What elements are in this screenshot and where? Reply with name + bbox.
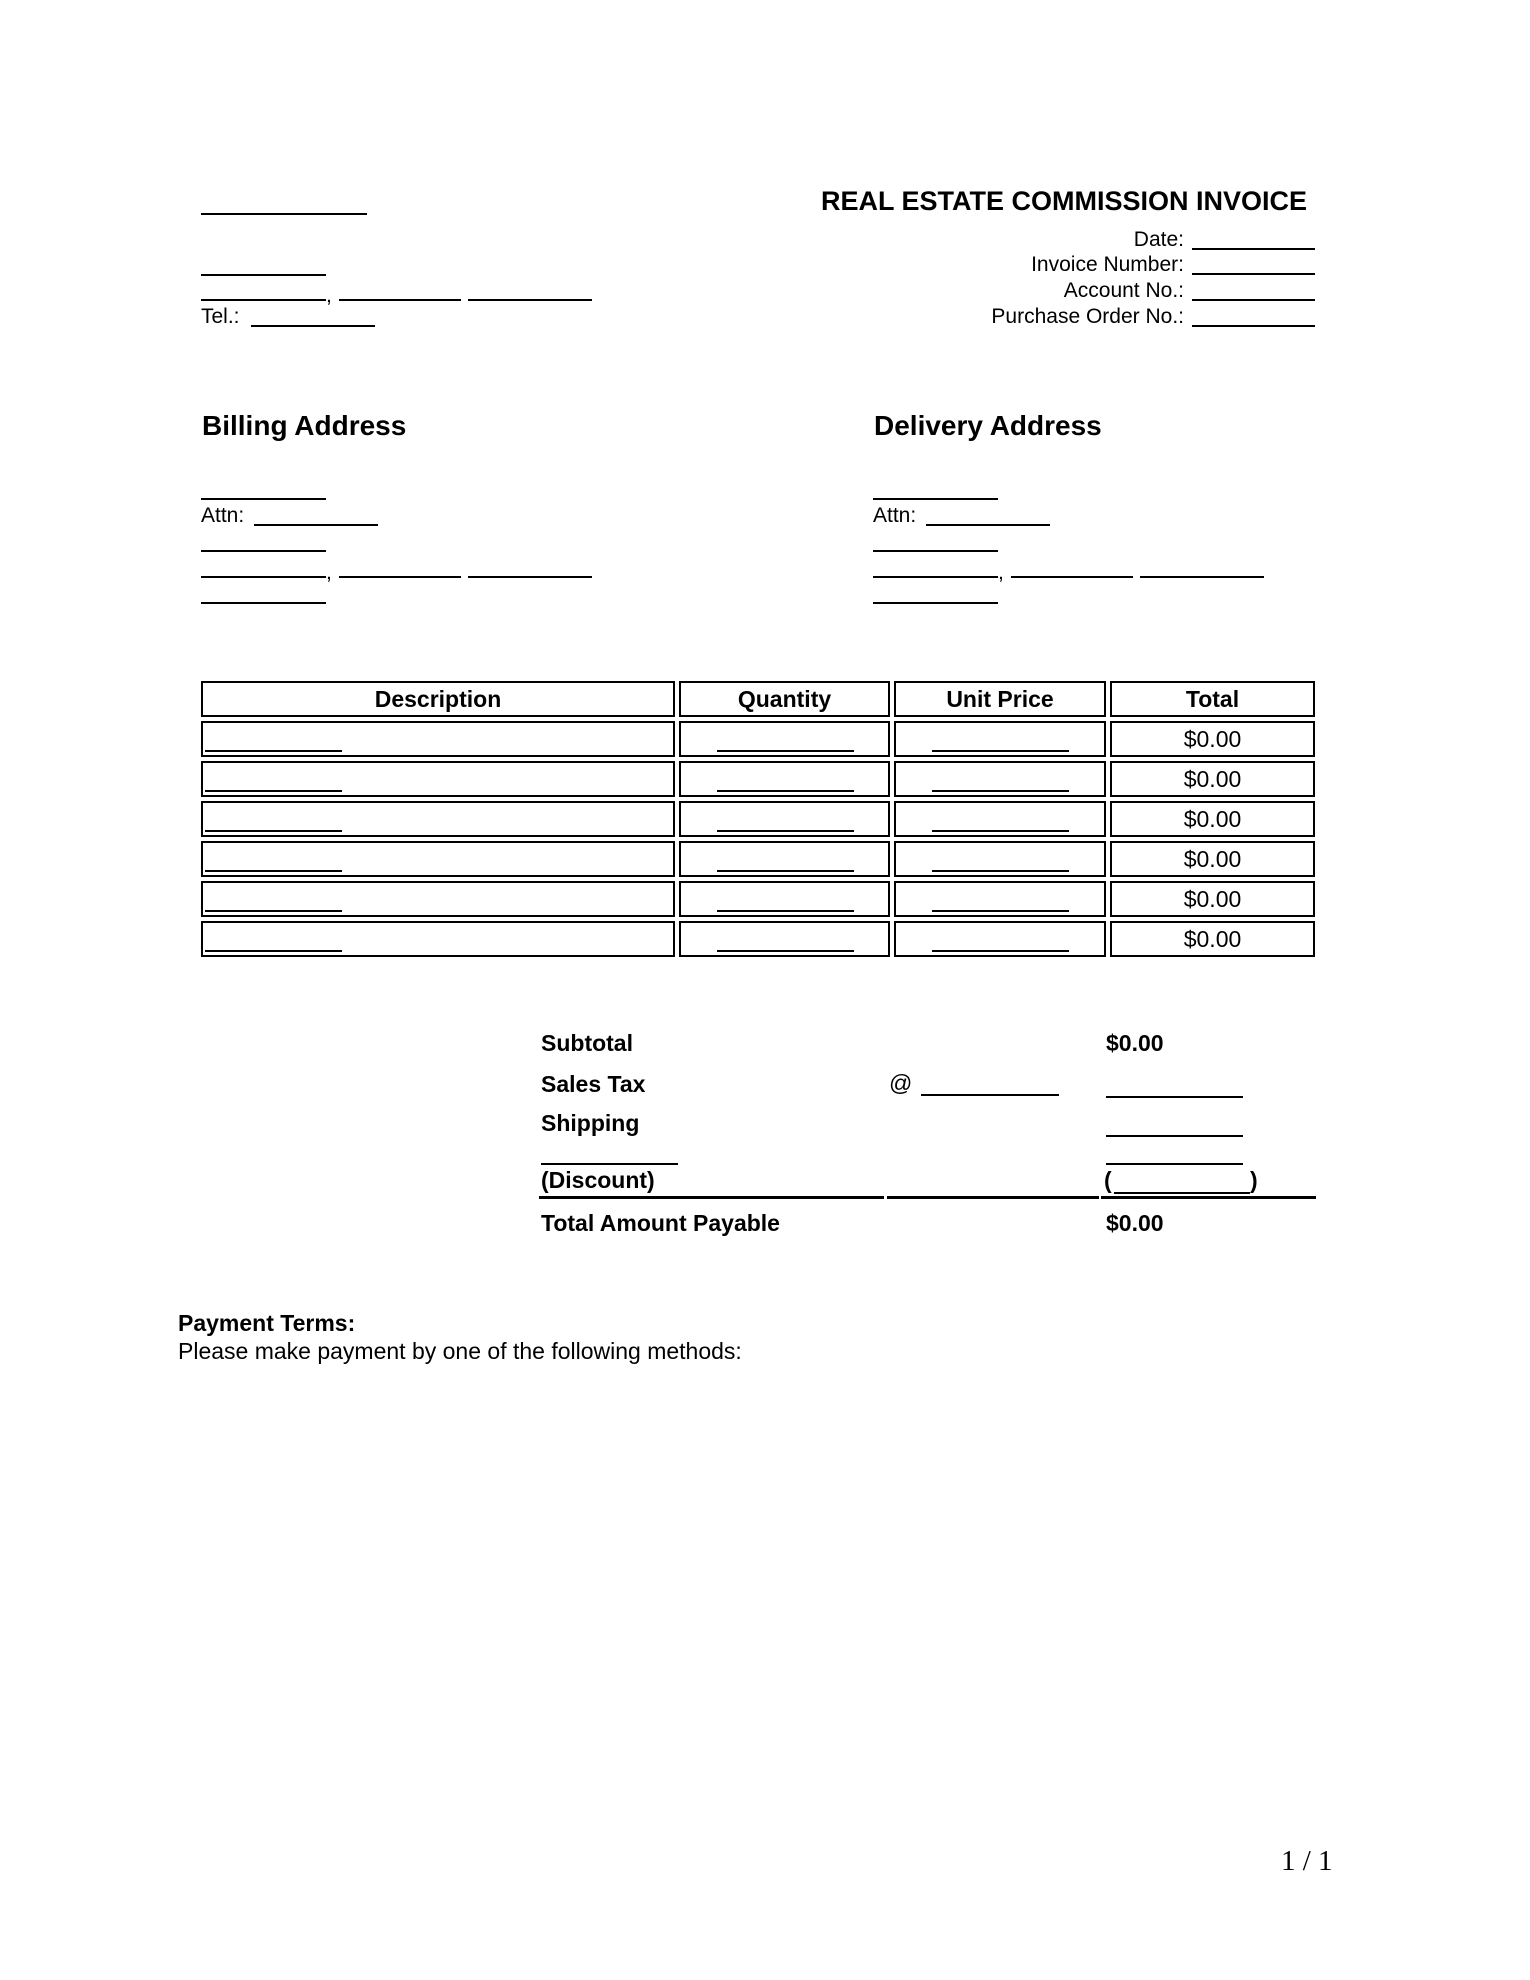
delivery-street-blank[interactable] [873,550,998,552]
sender-tel-blank[interactable] [251,325,375,327]
table-row [201,841,1315,877]
subtotal-label: Subtotal [541,1030,633,1056]
unit-price-cell[interactable] [894,801,1106,837]
header-quantity: Quantity [679,681,890,717]
header-total: Total [1110,681,1315,717]
total-payable-value: $0.00 [1106,1210,1164,1236]
invoice-number-blank[interactable] [1192,273,1315,275]
unit-price-cell[interactable] [894,841,1106,877]
header-description: Description [201,681,675,717]
discount-amount-blank[interactable] [1114,1192,1250,1194]
row-total-cell: $0.00 [1110,881,1315,917]
shipping-amount-blank[interactable] [1106,1135,1243,1137]
tax-rate-blank[interactable] [921,1094,1059,1096]
payment-terms-text: Please make payment by one of the following methods: [178,1338,742,1364]
billing-state-blank[interactable] [339,576,461,578]
tax-amount-blank[interactable] [1106,1096,1243,1098]
total-payable-label: Total Amount Payable [541,1210,780,1236]
delivery-state-blank[interactable] [1011,576,1133,578]
delivery-heading: Delivery Address [874,410,1102,441]
delivery-attn-blank[interactable] [926,524,1050,526]
unit-price-cell[interactable] [894,921,1106,957]
table-row [201,721,1315,757]
po-label: Purchase Order No.: [991,305,1184,328]
row-total-cell: $0.00 [1110,801,1315,837]
billing-city-blank[interactable] [201,576,326,578]
description-cell[interactable] [201,721,675,757]
invoice-title: REAL ESTATE COMMISSION INVOICE [821,186,1308,216]
sales-tax-label: Sales Tax [541,1071,646,1097]
delivery-country-blank[interactable] [873,602,998,604]
delivery-company-blank[interactable] [873,498,998,500]
table-row [201,921,1315,957]
row-total-cell: $0.00 [1110,761,1315,797]
billing-heading: Billing Address [202,410,407,441]
sender-street-blank[interactable] [201,274,326,276]
description-cell[interactable] [201,801,675,837]
line-items-table [201,681,1315,961]
account-label: Account No.: [1063,279,1184,302]
at-symbol: @ [889,1070,913,1096]
quantity-cell[interactable] [679,801,890,837]
date-blank[interactable] [1192,248,1315,250]
description-cell[interactable] [201,841,675,877]
billing-company-blank[interactable] [201,498,326,500]
sender-company-blank[interactable] [201,213,367,215]
billing-attn-blank[interactable] [254,524,378,526]
payment-terms-heading: Payment Terms: [178,1310,356,1336]
billing-street-blank[interactable] [201,550,326,552]
row-total-cell: $0.00 [1110,921,1315,957]
row-total-cell: $0.00 [1110,721,1315,757]
discount-close-paren: ) [1250,1167,1258,1193]
unit-price-cell[interactable] [894,881,1106,917]
table-row [201,761,1315,797]
delivery-city-blank[interactable] [873,576,998,578]
description-cell[interactable] [201,921,675,957]
header-unit-price: Unit Price [894,681,1106,717]
sender-comma: , [326,284,332,307]
quantity-cell[interactable] [679,921,890,957]
discount-label: (Discount) [541,1167,655,1193]
subtotal-value: $0.00 [1106,1030,1164,1056]
po-blank[interactable] [1192,325,1315,327]
quantity-cell[interactable] [679,761,890,797]
table-header-row [201,681,1315,717]
billing-comma: , [326,561,332,584]
delivery-comma: , [998,561,1004,584]
sender-city-blank[interactable] [201,299,326,301]
invoice-number-label: Invoice Number: [1031,253,1184,276]
billing-attn-label: Attn: [201,504,245,527]
total-rule-2 [887,1196,1099,1199]
total-rule-3 [1101,1196,1316,1199]
date-label: Date: [1133,228,1184,251]
description-cell[interactable] [201,881,675,917]
description-cell[interactable] [201,761,675,797]
sender-state-blank[interactable] [339,299,461,301]
sender-tel-label: Tel.: [201,305,240,328]
quantity-cell[interactable] [679,841,890,877]
account-blank[interactable] [1192,299,1315,301]
row-total-cell: $0.00 [1110,841,1315,877]
table-row [201,801,1315,837]
page-indicator: 1 / 1 [1281,1845,1333,1877]
delivery-zip-blank[interactable] [1140,576,1264,578]
discount-open-paren: ( [1104,1167,1112,1193]
other-charge-label-blank[interactable] [541,1163,678,1165]
unit-price-cell[interactable] [894,761,1106,797]
other-charge-amount-blank[interactable] [1106,1163,1243,1165]
shipping-label: Shipping [541,1110,640,1136]
table-row [201,881,1315,917]
delivery-attn-label: Attn: [873,504,917,527]
quantity-cell[interactable] [679,721,890,757]
billing-country-blank[interactable] [201,602,326,604]
unit-price-cell[interactable] [894,721,1106,757]
sender-zip-blank[interactable] [468,299,592,301]
quantity-cell[interactable] [679,881,890,917]
total-rule-1 [539,1196,884,1199]
billing-zip-blank[interactable] [468,576,592,578]
